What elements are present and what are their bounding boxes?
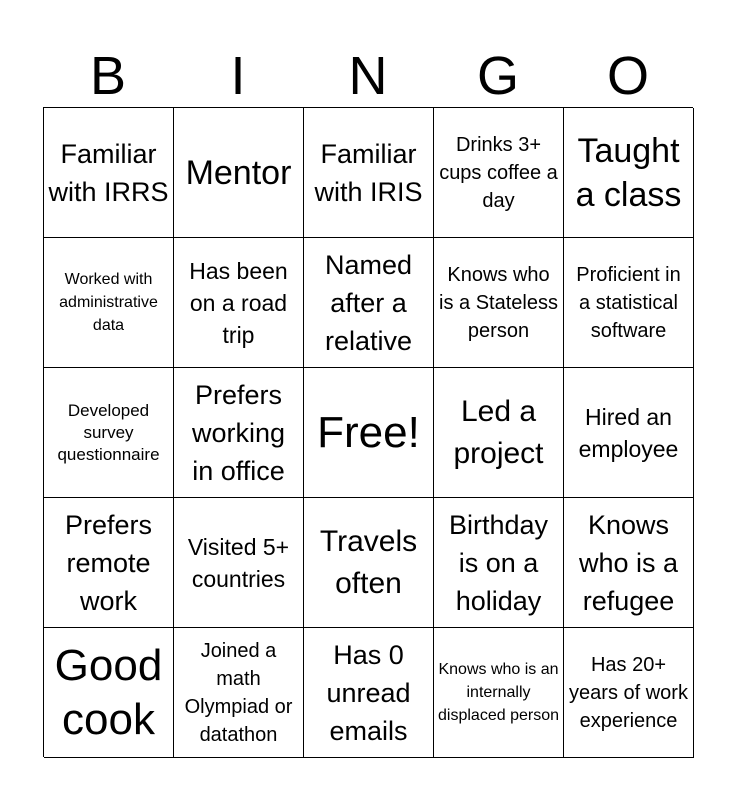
cell-text: Has been on a road trip: [189, 257, 288, 348]
cell-text: Knows who is a Stateless person: [439, 263, 558, 342]
cell-text: Led a project: [453, 394, 544, 470]
bingo-cell[interactable]: [564, 108, 694, 238]
cell-text: Has 20+ years of work experience: [569, 653, 688, 732]
cell-text: Birthday is on a holiday: [448, 509, 549, 616]
bingo-cell[interactable]: [44, 498, 174, 628]
cell-text: Named after a relative: [324, 249, 413, 356]
header-letter-g: G: [476, 46, 519, 106]
cell-text: Hired an employee: [578, 403, 679, 462]
cell-text: Travels often: [319, 524, 418, 600]
free-space-cell[interactable]: [304, 368, 434, 498]
cell-text: Prefers remote work: [64, 509, 153, 616]
cell-text: Worked with administrative data: [59, 271, 158, 334]
bingo-cell[interactable]: [174, 368, 304, 498]
bingo-cell[interactable]: [434, 498, 564, 628]
cell-text: Developed survey questionnaire: [57, 400, 160, 464]
header-letter-b: B: [89, 46, 127, 106]
bingo-cell[interactable]: [434, 368, 564, 498]
bingo-cell[interactable]: [564, 238, 694, 368]
bingo-cell[interactable]: [174, 628, 304, 758]
cell-text: Mentor: [185, 153, 292, 192]
cell-text: Visited 5+ countries: [187, 533, 290, 592]
cell-text: Familiar with IRIS: [314, 138, 423, 207]
bingo-cell[interactable]: [174, 498, 304, 628]
bingo-cell[interactable]: [44, 238, 174, 368]
cell-text: Drinks 3+ cups coffee a day: [439, 133, 558, 212]
bingo-board: [43, 107, 693, 757]
cell-text: Knows who is a refugee: [578, 509, 679, 616]
bingo-cell[interactable]: [434, 108, 564, 238]
header-letter-o: O: [606, 46, 649, 106]
cell-text: Free!: [317, 407, 420, 457]
bingo-cell[interactable]: [304, 108, 434, 238]
bingo-cell[interactable]: [564, 628, 694, 758]
bingo-cell[interactable]: [434, 238, 564, 368]
bingo-cell[interactable]: [174, 238, 304, 368]
header-letter-i: I: [230, 46, 246, 106]
cell-text: Taught a class: [575, 131, 682, 214]
cell-text: Proficient in a statistical software: [576, 263, 681, 342]
cell-text: Familiar with IRRS: [48, 138, 169, 207]
bingo-cell[interactable]: [44, 108, 174, 238]
header-letter-n: N: [348, 46, 388, 106]
cell-text: Knows who is an internally displaced person: [438, 661, 559, 724]
cell-text: Good cook: [54, 640, 163, 744]
cell-text: Has 0 unread emails: [326, 639, 411, 746]
bingo-cell[interactable]: [44, 628, 174, 758]
bingo-header: [43, 44, 693, 108]
bingo-cell[interactable]: [564, 368, 694, 498]
cell-text: Joined a math Olympiad or datathon: [184, 639, 293, 746]
bingo-cell[interactable]: [564, 498, 694, 628]
cell-text: Prefers working in office: [191, 379, 286, 486]
bingo-cell[interactable]: [174, 108, 304, 238]
bingo-cell[interactable]: [434, 628, 564, 758]
bingo-cell[interactable]: [304, 238, 434, 368]
bingo-cell[interactable]: [44, 368, 174, 498]
bingo-cell[interactable]: [304, 498, 434, 628]
bingo-cell[interactable]: [304, 628, 434, 758]
